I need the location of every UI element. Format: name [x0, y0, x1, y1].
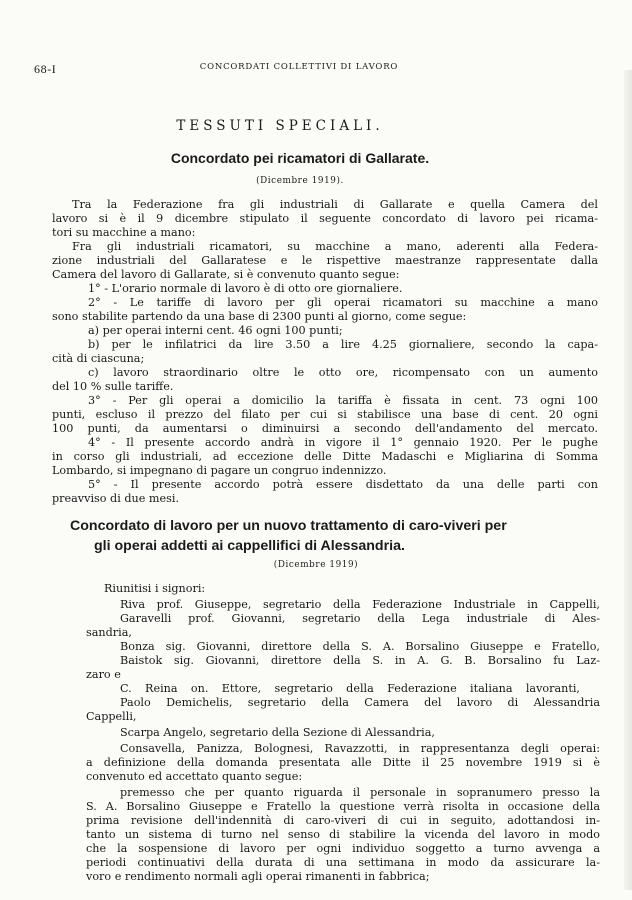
- doc1-line: del 10 % sulle tariffe.: [52, 380, 174, 393]
- doc2-line: premesso che per quanto riguarda il personale in sopranumero presso la: [120, 786, 600, 799]
- doc2-date: (Dicembre 1919): [273, 560, 359, 570]
- doc2-line: Baistok sig. Giovanni, direttore della S. in A. G. B. Borsalino fu Laz-: [120, 654, 600, 667]
- doc1-line: lavoro si è il 9 dicembre stipulato il seguente concordato di lavoro pei ricama-: [52, 212, 598, 225]
- doc1-title: Concordato pei ricamatori di Gallarate.: [170, 150, 430, 166]
- doc2-title-line-1: Concordato di lavoro per un nuovo trattamento di caro-viveri per: [70, 518, 507, 534]
- doc2-line: Cappelli,: [86, 710, 137, 723]
- doc2-line: a definizione della domanda presentata alle Ditte il 25 novembre 1919 si è: [86, 756, 600, 769]
- doc2-line: C. Reina on. Ettore, segretario della Federazione italiana lavoranti,: [120, 682, 580, 695]
- running-title: CONCORDATI COLLETTIVI DI LAVORO: [199, 62, 399, 72]
- doc2-line: sandria,: [86, 626, 132, 639]
- doc1-line: c) lavoro straordinario oltre le otto ore, ricompensato con un aumento: [88, 366, 598, 379]
- doc2-line: S. A. Borsalino Giuseppe e Fratello la questione verrà risolta in occasione della: [86, 800, 600, 813]
- page-edge: [624, 70, 632, 890]
- doc1-line: preavviso di due mesi.: [52, 492, 179, 505]
- doc1-line: 100 punti, da aumentarsi o diminuirsi a secondo dell'andamento del mercato.: [52, 422, 598, 435]
- doc1-line: 1° - L'orario normale di lavoro è di otto ore giornaliere.: [88, 282, 403, 295]
- doc2-line: prima revisione dell'indennità di caro-viveri di cui in seguito, adottandosi in-: [86, 814, 600, 827]
- doc1-line: Camera del lavoro di Gallarate, si è convenuto quanto segue:: [52, 268, 400, 281]
- doc1-line: in corso gli industriali, ad eccezione delle Ditte Madaschi e Migliarina di Somma: [52, 450, 598, 463]
- doc1-line: sono stabilite partendo da una base di 2300 punti al giorno, come segue:: [52, 310, 467, 323]
- doc2-line: zaro e: [86, 668, 121, 681]
- doc2-line: convenuto ed accettato quanto segue:: [86, 770, 303, 783]
- doc1-date: (Dicembre 1919).: [256, 176, 344, 186]
- doc1-line: punti, escluso il prezzo del filato per cui si stabilisce una base di cent. 20 ogni: [52, 408, 598, 421]
- doc2-line: tanto un sistema di turno nel senso di stabilire la vicenda del lavoro in modo: [86, 828, 600, 841]
- doc2-line: Scarpa Angelo, segretario della Sezione di Alessandria,: [120, 726, 435, 739]
- doc2-title-line-2: gli operai addetti ai cappellifici di Alessandria.: [94, 538, 405, 554]
- doc2-line: Paolo Demichelis, segretario della Camera del lavoro di Alessandria: [120, 696, 600, 709]
- doc2-line: Garavelli prof. Giovanni, segretario della Lega industriale di Ales-: [120, 612, 600, 625]
- doc1-line: 5° - Il presente accordo potrà essere disdettato da una delle parti con: [88, 478, 598, 491]
- doc2-line: periodi continuativi della durata di una settimana in modo da assicurare la-: [86, 856, 600, 869]
- doc1-line: zione industriali del Gallaratese e le rispettive maestranze rappresentate dalla: [52, 254, 598, 267]
- doc1-line: Fra gli industriali ricamatori, su macchine a mano, aderenti alla Federa-: [72, 240, 598, 253]
- doc1-line: b) per le infilatrici da lire 3.50 a lire 4.25 giornaliere, secondo la capa-: [88, 338, 598, 351]
- doc1-line: 3° - Per gli operai a domicilio la tariffa è fissata in cent. 73 ogni 100: [88, 394, 598, 407]
- doc2-line: Bonza sig. Giovanni, direttore della S. A. Borsalino Giuseppe e Fratello,: [120, 640, 600, 653]
- doc1-line: tori su macchine a mano:: [52, 226, 196, 239]
- doc2-line: voro e rendimento normali agli operai rimanenti in fabbrica;: [86, 870, 430, 883]
- doc1-line: 4° - Il presente accordo andrà in vigore il 1° gennaio 1920. Per le pughe: [88, 436, 598, 449]
- section-title: TESSUTI SPECIALI.: [176, 118, 384, 134]
- doc2-line: Riunitisi i signori:: [104, 582, 206, 595]
- doc1-line: 2° - Le tariffe di lavoro per gli operai ricamatori su macchine a mano: [88, 296, 598, 309]
- doc2-line: Consavella, Panizza, Bolognesi, Ravazzotti, in rappresentanza degli operai:: [120, 742, 600, 755]
- page-header: [34, 62, 604, 76]
- doc1-line: cità di ciascuna;: [52, 352, 145, 365]
- doc1-line: Tra la Federazione fra gli industriali di Gallarate e quella Camera del: [72, 198, 598, 211]
- doc1-line: a) per operai interni cent. 46 ogni 100 punti;: [88, 324, 343, 337]
- doc2-line: Riva prof. Giuseppe, segretario della Federazione Industriale in Cappelli,: [120, 598, 600, 611]
- doc1-line: Lombardo, si impegnano di pagare un congruo indennizzo.: [52, 464, 387, 477]
- page-number: 68-I: [34, 62, 57, 76]
- doc2-line: che la sospensione di lavoro per ogni individuo soggetto a turno avvenga a: [86, 842, 600, 855]
